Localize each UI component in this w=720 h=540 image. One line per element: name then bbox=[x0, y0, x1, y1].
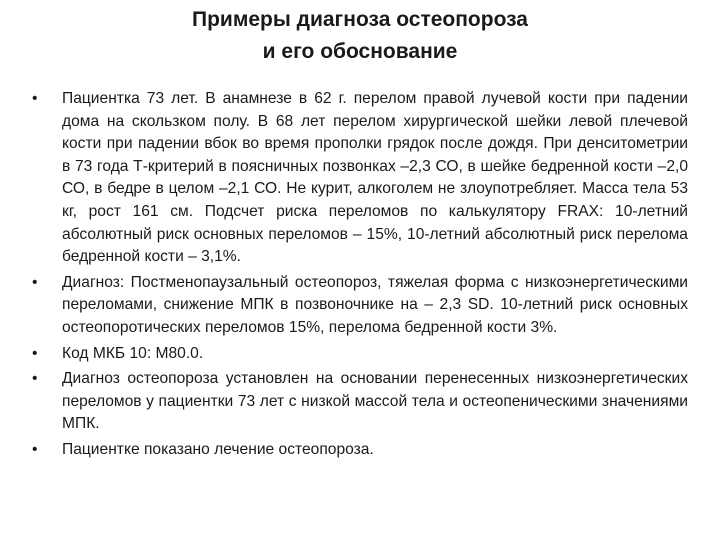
bullet-text: Диагноз остеопороза установлен на основании перенесенных низкоэнергетических переломов у пациентки 73 лет с низкой массой тела и остеопеническими значениями МПК. bbox=[62, 370, 688, 433]
bullet-icd-code bbox=[32, 343, 688, 366]
title-line-2: и его обоснование bbox=[262, 40, 458, 63]
page-title bbox=[60, 4, 660, 68]
bullet-dot-icon: • bbox=[32, 370, 38, 388]
bullet-treatment bbox=[32, 439, 688, 462]
bullet-dot-icon: • bbox=[32, 344, 38, 362]
bullet-text: Пациентка 73 лет. В анамнезе в 62 г. перелом правой лучевой кости при падении дома на скользком полу. В 68 лет перелом хирургической шейки левой плечевой кости при падении вбок во время прополки грядок после дождя. При денситометрии в 73 года Т-критерий в поясничных позвонках –2,3 СО, в шейке бедренной кости –2,0 СО, в бедре в целом –2,1 СО. Не курит, алкоголем не злоупотребляет. Масса тела 53 кг, рост 161 см. Подсчет риска переломов по калькулятору FRAX: 10-летний абсолютный риск основных переломов – 15%, 10-летний абсолютный риск перелома бедренной кости – 3,1%. bbox=[62, 90, 688, 266]
bullet-justification bbox=[32, 368, 688, 436]
bullet-dot-icon: • bbox=[32, 90, 38, 107]
bullet-text: Код МКБ 10: М80.0. bbox=[62, 344, 204, 362]
title-line-1: Примеры диагноза остеопороза bbox=[192, 8, 528, 31]
bullet-case-history bbox=[32, 88, 688, 269]
bullet-dot-icon: • bbox=[32, 440, 38, 458]
bullet-dot-icon: • bbox=[32, 273, 38, 291]
bullet-text: Диагноз: Постменопаузальный остеопороз, тяжелая форма с низкоэнергетическими переломами, снижение МПК в позвоночнике на – 2,3 SD. 10-летний риск основных остеопоротических переломов 15%, перелома бедренной кости 3%. bbox=[62, 273, 688, 336]
bullet-list bbox=[32, 88, 688, 465]
bullet-diagnosis bbox=[32, 272, 688, 340]
bullet-text: Пациентке показано лечение остеопороза. bbox=[62, 440, 374, 458]
